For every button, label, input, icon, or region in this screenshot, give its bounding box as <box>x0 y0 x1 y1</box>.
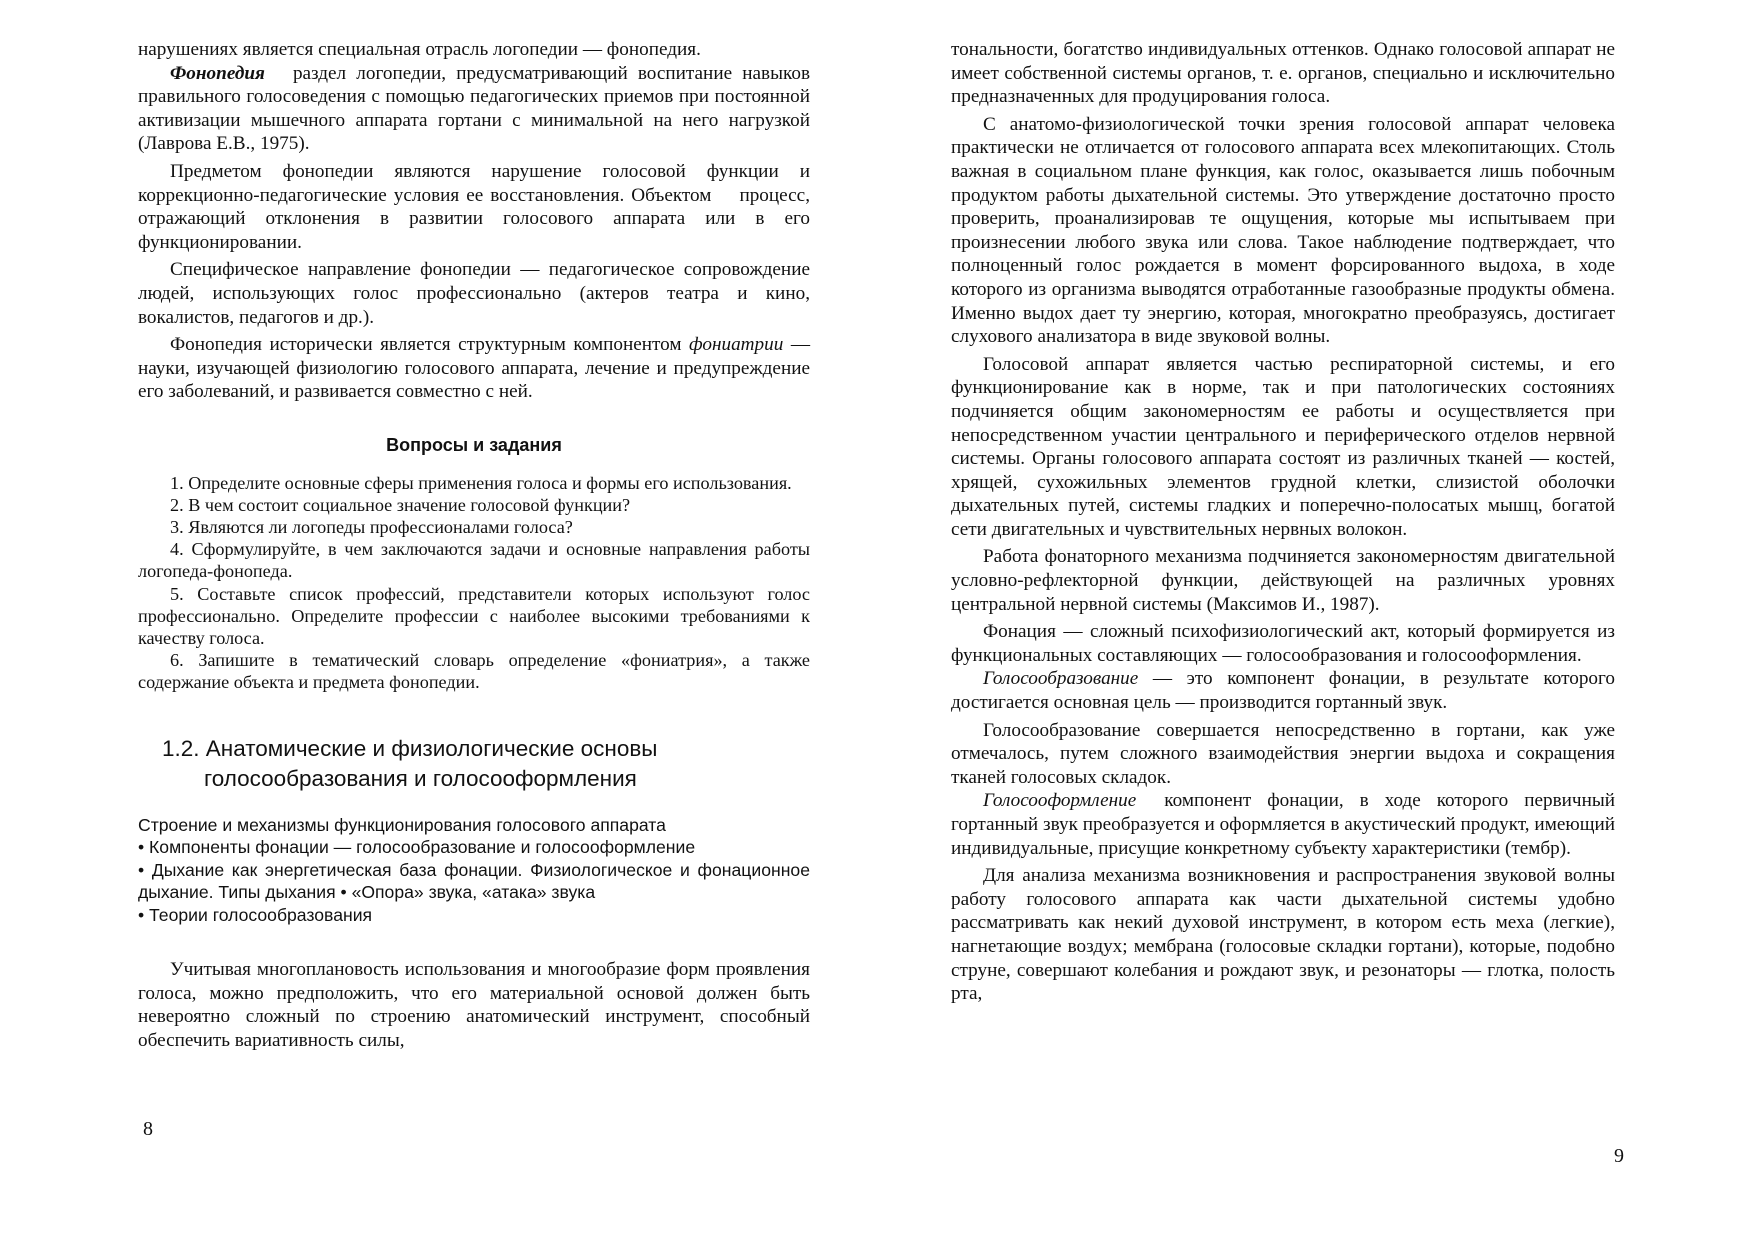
question-item: 2. В чем состоит социальное значение голосовой функции? <box>170 494 631 515</box>
section-outline <box>138 814 810 927</box>
page-number-right: 9 <box>1614 1145 1624 1167</box>
paragraph-intro: нарушениях является специальная отрасль логопедии — фонопедия. <box>138 39 701 60</box>
paragraph-mechanism: Работа фонаторного механизма подчиняется закономерностям двигательной условно-рефлекторной функции, действующей на различных уровнях центральной нервной системы (Максимов И., 1987). <box>951 546 1615 615</box>
outline-item: Строение и механизмы функционирования голосового аппарата <box>138 814 666 835</box>
question-item: 1. Определите основные сферы применения голоса и формы его использования. <box>170 472 792 493</box>
history-text-a: Фонопедия исторически является структурным компонентом <box>170 334 682 356</box>
outline-item: • Дыхание как энергетическая база фонации. Физиологическое и фонационное дыхание. Типы дыхания • «Опора» звука, «атака» звука <box>138 859 810 903</box>
paragraph-last-left: Учитывая многоплановость использования и многообразие форм проявления голоса, можно предположить, что его материальной основой должен быть невероятно сложный по строению анатомический инструмент, способный обеспечить вариативность силы, <box>138 959 810 1051</box>
page-number-left: 8 <box>143 1118 153 1140</box>
question-item: 6. Запишите в тематический словарь определение «фониатрия», а также содержание объекта и предмета фонопедии. <box>138 650 810 693</box>
paragraph-anatomy: С анатомо-физиологической точки зрения голосовой аппарат человека практически не отличается от голосового аппарата всех млекопитающих. Столь важная в социальном плане функция, как голос, оказывается лишь побочным продуктом работы дыхательной системы. Это утверждение достаточно просто проверить, проанализировав те ощущения, которые мы испытываем при произнесении любого звука или слова. Такое наблюдение подтверждает, что полноценный голос рождается в момент форсированного выдоха, в ходе которого из организма выводятся отработанные газообразные продукты обмена. Именно выдох дает ту энергию, которая, многократно преобразуясь, достигает слухового анализатора в виде звуковой волны. <box>951 113 1615 348</box>
section-title <box>162 734 810 794</box>
questions-heading: Вопросы и задания <box>386 434 562 455</box>
history-text-b: — науки, изучающей физиологию голосового аппарата, лечение и предупреждение его заболеваний, и развивается совместно с ней. <box>138 334 811 403</box>
paragraph-phonation: Фонация — сложный психофизиологический акт, который формируется из функциональных составляющих — голосообразования и голосооформления. <box>951 621 1615 666</box>
term-phonopedia: Фонопедия <box>170 62 265 84</box>
paragraph-respiratory: Голосовой аппарат является частью респираторной системы, и его функционирование как в норме, так и при патологических состояниях подчиняется общим закономерностям ее работы и осуществляется при непосредственном участии центрального и периферического отделов нервной системы. Органы голосового аппарата состоят из различных тканей — костей, хрящей, сухожильных элементов грудной клетки, слизистой оболочки дыхательных путей, системы гладких и поперечно-полосатых мышц, богатой сети двигательных и чувствительных нервных волокон. <box>951 353 1615 540</box>
term-voice-shaping: Голосооформление <box>983 790 1137 812</box>
voice-formation-text: — это компонент фонации, в результате которого достигается основная цель — производится гортанный звук. <box>951 668 1616 714</box>
paragraph-continuation: тональности, богатство индивидуальных оттенков. Однако голосовой аппарат не имеет собственной системы органов, т. е. органов, специально и исключительно предназначенных для продуцирования голоса. <box>951 39 1615 108</box>
left-text-column <box>138 38 810 1052</box>
paragraph-voice-formation <box>951 667 1615 714</box>
questions-list <box>138 472 810 694</box>
paragraph-subject <box>138 160 810 254</box>
right-page <box>877 0 1754 1240</box>
paragraph-definition <box>138 62 810 156</box>
subject-text-a: Предметом фонопедии являются нарушение голосовой функции и коррекционно-педагогические условия ее восстановления. Объектом <box>138 160 810 206</box>
definition-text: раздел логопедии, предусматривающий воспитание навыков правильного голосоведения с помощью педагогических приемов при постоянной активизации мышечного аппарата гортани с минимальной на него нагрузкой (Лаврова Е.В., 1975). <box>138 62 810 155</box>
paragraph-specific: Специфическое направление фонопедии — педагогическое сопровождение людей, использующих голос профессионально (актеров театра и кино, вокалистов, педагогов и др.). <box>138 259 810 328</box>
term-voice-formation: Голосообразование <box>983 668 1139 690</box>
right-text-column <box>951 38 1615 1006</box>
section-title-line1: 1.2. Анатомические и физиологические основы <box>162 735 658 761</box>
paragraph-voice-shaping <box>951 789 1615 860</box>
paragraph-history <box>138 333 810 404</box>
voice-shaping-text: компонент фонации, в ходе которого первичный гортанный звук преобразуется и оформляется в акустический продукт, имеющий индивидуальные, присущие конкретному субъекту характеристики (тембр). <box>951 790 1615 859</box>
subject-text-b: процесс, отражающий отклонения в развитии голосового аппарата или в его функционировании. <box>138 184 810 253</box>
term-phoniatry: фониатрии <box>689 334 784 356</box>
question-item: 3. Являются ли логопеды профессионалами голоса? <box>170 516 573 537</box>
section-title-line2: голосообразования и голосооформления <box>204 765 637 791</box>
outline-item: • Компоненты фонации — голосообразование и голосооформление <box>138 837 696 858</box>
question-item: 4. Сформулируйте, в чем заключаются задачи и основные направления работы логопеда-фонопеда. <box>138 539 810 582</box>
question-item: 5. Составьте список профессий, представители которых используют голос профессионально. Определите профессии с наиболее высокими требованиями к качеству голоса. <box>138 583 810 648</box>
paragraph-sound-wave: Для анализа механизма возникновения и распространения звуковой волны работу голосового аппарата как части дыхательной системы удобно рассматривать как некий духовой инструмент, в котором есть меха (легкие), нагнетающие воздух; мембрана (голосовые складки гортани), которые, подобно струне, совершают колебания и рождают звук, и резонаторы — глотка, полость рта, <box>951 865 1615 1005</box>
outline-item: • Теории голосообразования <box>138 904 373 925</box>
paragraph-larynx: Голосообразование совершается непосредственно в гортани, как уже отмечалось, путем сложного взаимодействия энергии выдоха и сокращения тканей голосовых складок. <box>951 719 1615 788</box>
